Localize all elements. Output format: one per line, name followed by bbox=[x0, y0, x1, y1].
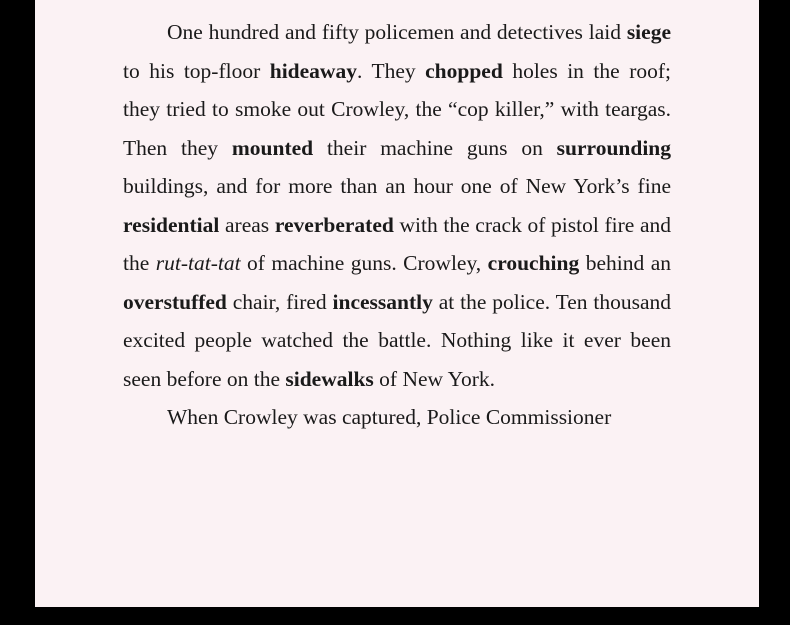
text-run: areas bbox=[219, 212, 275, 237]
text-run: of New York. bbox=[373, 366, 496, 391]
text-run: When Crowley was captured, Police Commissioner bbox=[167, 405, 612, 429]
text-run: chair, fired bbox=[226, 289, 333, 314]
text-run: holes in the roof; they tried to smoke out Crowley, the “cop killer,” with teargas. Then they bbox=[123, 58, 671, 160]
italic-term: rut-tat-tat bbox=[155, 251, 241, 275]
bold-term: reverberated bbox=[274, 212, 394, 237]
bold-term: crouching bbox=[487, 251, 580, 275]
bold-term: hideaway bbox=[269, 58, 357, 83]
text-run: behind an bbox=[579, 251, 671, 275]
text-run: One hundred and fifty policemen and detectives laid bbox=[167, 20, 627, 44]
bold-term: siege bbox=[626, 20, 671, 44]
text-run: with the crack of pistol fire and the bbox=[123, 212, 671, 275]
bold-term: chopped bbox=[425, 58, 503, 83]
text-run: . They bbox=[356, 58, 426, 83]
text-run: at the police. Ten thousand excited people watched the battle. Nothing like it ever been seen before on the bbox=[123, 289, 672, 391]
paragraph bbox=[123, 398, 671, 437]
bold-term: overstuffed bbox=[123, 289, 227, 314]
text-run: to his top-floor bbox=[123, 58, 270, 83]
bold-term: incessantly bbox=[332, 289, 433, 314]
book-page bbox=[35, 0, 759, 607]
bold-term: surrounding bbox=[556, 135, 671, 160]
bold-term: mounted bbox=[231, 135, 314, 160]
paragraph bbox=[123, 13, 671, 398]
text-run: buildings, and for more than an hour one of New York’s fine bbox=[123, 174, 671, 198]
text-run: of machine guns. Crowley, bbox=[240, 251, 488, 275]
bold-term: residential bbox=[123, 212, 220, 237]
text-run: their machine guns on bbox=[313, 135, 557, 160]
bold-term: sidewalks bbox=[285, 366, 374, 391]
body-text bbox=[123, 13, 671, 437]
